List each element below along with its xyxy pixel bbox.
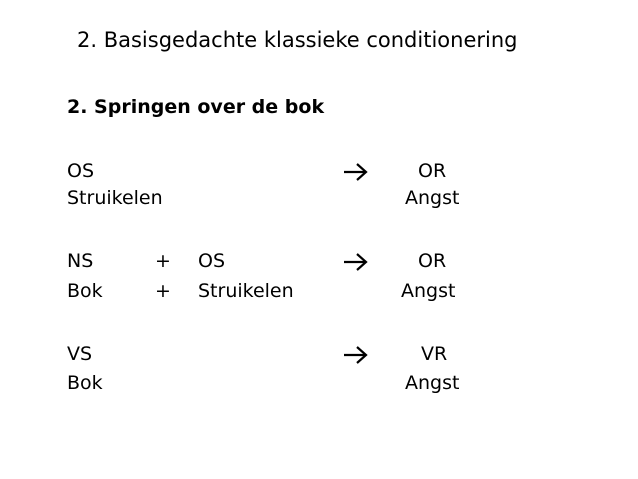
block1-stimulus-code: OS [67,160,95,182]
block1-stimulus-text: Struikelen [67,187,163,209]
block2-stimulus-code: NS [67,250,94,272]
right-arrow-icon [343,252,369,272]
block2-plus-bottom: + [155,280,171,302]
right-arrow-icon [343,162,369,182]
block1-response-code: OR [418,160,447,182]
block3-response-text: Angst [405,372,460,394]
slide-title: 2. Basisgedachte klassieke conditionering [77,28,518,52]
block2-response-text: Angst [401,280,456,302]
block3-stimulus-code: VS [67,343,93,365]
block1-response-text: Angst [405,187,460,209]
block3-stimulus-text: Bok [67,372,103,394]
block2-stimulus-text-2: Struikelen [198,280,294,302]
block2-plus-top: + [155,250,171,272]
right-arrow-icon [343,345,369,365]
slide-subtitle: 2. Springen over de bok [67,96,325,118]
block2-response-code: OR [418,250,447,272]
block2-stimulus-code-2: OS [198,250,226,272]
block3-response-code: VR [421,343,448,365]
block2-stimulus-text: Bok [67,280,103,302]
